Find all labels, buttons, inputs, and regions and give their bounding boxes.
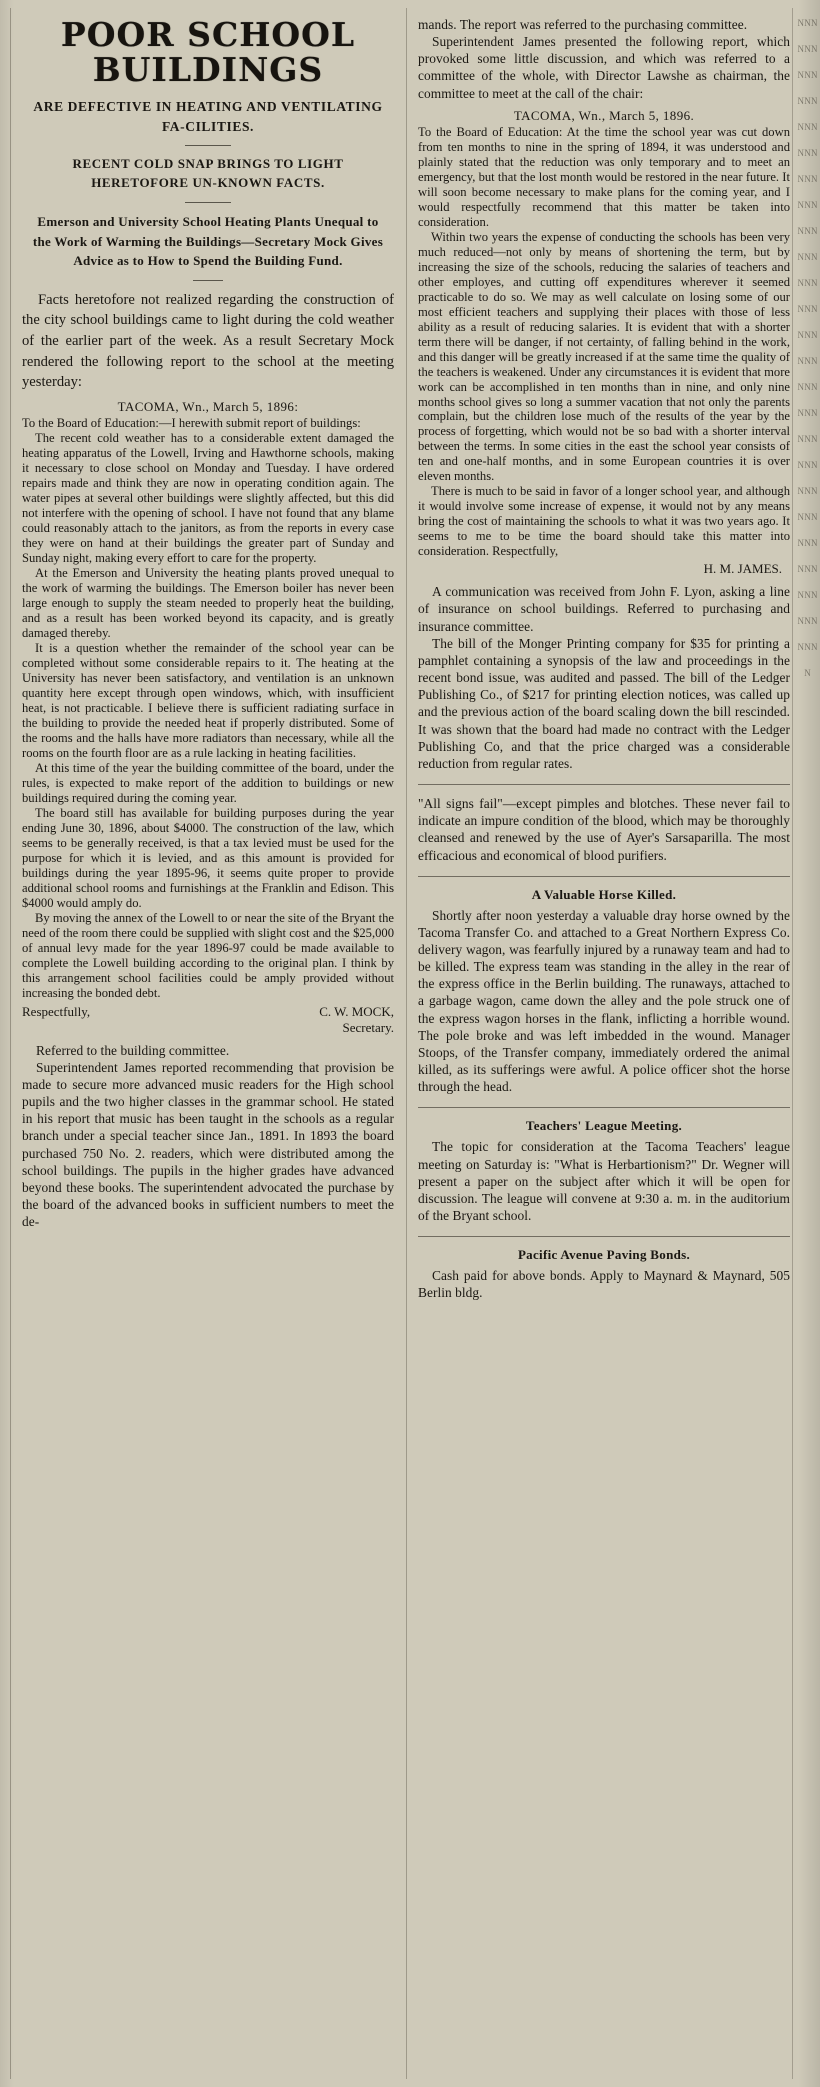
section-heading-league: Teachers' League Meeting.	[525, 1118, 683, 1134]
paragraph: Within two years the expense of conducting the schools has been very much reduced—not only by means of shortening the term, but by increasing the size of the schools, reducing the salaries of teachers and other employes, and cutting off expenditures wherever it seemed practicable to do so. We may as well calculate on losing some of our most efficient teachers and supplying their places with those of less ability as a result of reducing salaries. It is evident that with a shorter term there will be danger, if not certainty, of falling behind in the work, and this danger will be greatly increased if at the same time the quality of the teachers is weakened. Under any circumstances it is evident that more work can be accomplished in ten months than in nine, and only nine months school gives so long a summer vacation that not only the parents complain, but the children lose much of the results of the year by the process of forgetting, which would not be so bad with a shorter interval between the terms. In some cities in the east the school year consists of ten and one-half months, and in some European countries it is over eleven months.	[418, 229, 790, 484]
section-heading-horse: A Valuable Horse Killed.	[531, 886, 677, 902]
league-story: The topic for consideration at the Tacoma Teachers' league meeting on Saturday is: "What is Herbartionism?" Dr. Wegner will present a paper on the subject after which it will be open for discussion. The league will convene at 9:30 a. m. in the auditorium of the Bryant school.	[418, 1139, 790, 1224]
subhead-1: ARE DEFECTIVE IN HEATING AND VENTILATING FA-CILITIES.	[33, 99, 383, 134]
referral-paragraph: Referred to the building committee.	[36, 1042, 230, 1058]
divider	[418, 784, 790, 785]
divider	[185, 145, 231, 146]
signature-james: H. M. JAMES.	[703, 561, 782, 577]
paragraph: To the Board of Education: At the time the school year was cut down from ten months to nine in the spring of 1894, it was understood and plainly stated that the reduction was only temporary and to meet an emergency, but that the lost month would be restored in the near future. It will soon become necessary to make plans for the coming year, and I would respectfully recommend that this matter be taken into consideration.	[418, 124, 790, 229]
right-column	[418, 16, 790, 2071]
divider	[185, 202, 231, 203]
signature-respectfully: Respectfully,	[22, 1003, 91, 1019]
divider	[418, 1107, 790, 1108]
paragraph: At the Emerson and University the heating plants proved unequal to the work of warming the buildings. The Emerson boiler has never been large enough to supply the steam needed to properly heat the building, and as a result has been worked beyond its capacity, and is greatly damaged thereby.	[22, 566, 394, 640]
bonds-text: Cash paid for above bonds. Apply to Maynard & Maynard, 505 Berlin bldg.	[418, 1268, 790, 1301]
paragraph: A communication was received from John F. Lyon, asking a line of insurance on school buildings. Referred to purchasing and insurance committee.	[418, 584, 790, 634]
section-heading-bonds: Pacific Avenue Paving Bonds.	[517, 1247, 691, 1263]
left-column	[22, 16, 394, 2071]
subhead-3: Emerson and University School Heating Plants Unequal to the Work of Warming the Buildings—Secretary Mock Gives Advice as to How to Spend the Building Fund.	[32, 214, 384, 269]
paragraph: At this time of the year the building committee of the board, under the rules, is expected to make report of the addition to buildings or new buildings required during the coming year.	[22, 760, 394, 805]
divider	[193, 280, 223, 281]
paragraph: The recent cold weather has to a considerable extent damaged the heating apparatus of the Lowell, Irving and Hawthorne schools, making it necessary to close school on Monday and Tuesday. I have ordered repairs made and think they are now in operating condition again. The water pipes at several other buildings were slightly affected, but this did not interfere with the opening of school. I have not found that any blame could reasonably attach to the janitors, as from the reports in every case they were on hand at their buildings the greater part of Sunday and Sunday night, making every effort to care for the property.	[22, 431, 394, 566]
column-rule-middle	[406, 8, 407, 2079]
dateline-left: TACOMA, Wn., March 5, 1896:	[117, 399, 299, 415]
horse-story: Shortly after noon yesterday a valuable dray horse owned by the Tacoma Transfer Co. and attached to a Great Northern Express Co. delivery wagon, was fearfully injured by a runaway team and had to be killed. The express team was standing in the alley in the rear of the express office in the Berlin building. The runaways, attached to a garbage wagon, came down the alley and the pole struck one of the express wagon horses in the flank, inflicting a horrible wound. The pole broke and was left imbedded in the wound. Manager Stoops, of the Transfer company, immediately ordered the animal killed, as its sufferings were awful. A police officer shot the horse through the head.	[418, 907, 790, 1095]
paragraph: To the Board of Education:—I herewith submit report of buildings:	[22, 416, 361, 431]
paragraph: By moving the annex of the Lowell to or near the site of the Bryant the need of the room there could be supplied with slight cost and the $25,000 of annual levy made for the year 1896-97 could be made available to complete the Lowell building according to the original plan. I think by this arrangement school facilities could be amply provided without increasing the bonded debt.	[22, 910, 394, 1000]
paragraph: The bill of the Monger Printing company for $35 for printing a pamphlet containing a synopsis of the law and proceedings in the recent bond issue, was audited and passed. The bill of the Ledger Publishing Co., of $217 for printing election notices, was called up and the previous action of the board scaling down the bill rescinded. It was shown that the board had made no contract with the Ledger Publishing Co, and that the price charged was a considerable reduction from regular rates.	[418, 635, 790, 771]
paragraph: There is much to be said in favor of a longer school year, and although it would involve some increase of expense, it would not by any means bring the cost of maintaining the schools to what it was two years ago. It seems to me to be time the board should take this matter into consideration. Respectfully,	[418, 484, 790, 559]
paragraph: The board still has available for building purposes during the year ending June 30, 1896, about $4000. The construction of the law, which seems to be generally received, is that a tax levied must be used for the purpose for which it is levied, and as this amount is provided for buildings during the year 1895-96, it seems quite proper to provide additional school rooms and furnishings at the Franklin and Edison. This $4000 would amply do.	[22, 805, 394, 910]
signature-block	[22, 1004, 394, 1036]
signature-name: C. W. MOCK,	[319, 1003, 394, 1019]
divider	[418, 876, 790, 877]
continuation-paragraph: mands. The report was referred to the purchasing committee.	[418, 17, 748, 32]
dateline-right: TACOMA, Wn., March 5, 1896.	[513, 107, 695, 123]
column-rule-right	[792, 8, 793, 2079]
signature-title: Secretary.	[342, 1019, 394, 1035]
ad-sarsaparilla: "All signs fail"—except pimples and blotches. These never fail to indicate an impure condition of the blood, which may be thoroughly cleansed and renewed by the use of Ayer's Sarsaparilla. The most efficacious and economical of blood purifiers.	[418, 796, 790, 863]
paragraph: It is a question whether the remainder of the school year can be completed without some considerable repairs to it. The heating at the University has never been satisfactory, and ventilation is an unknown quantity here except through open windows, which, with insufficient heat, is not practicable. I believe there is sufficient radiating surface in the building to provide the needed heat if properly distributed. Some of the rooms and the halls have more radiators than necessary, while all the rooms on the fourth floor are as a rule lacking in heating facilities.	[22, 640, 394, 760]
music-report-paragraph: Superintendent James reported recommending that provision be made to secure more advanced music readers for the High school pupils and the two higher classes in the grammar school. He stated in his report that music has been taught in the schools as a regular branch under a special teacher since Jan., 1891. In 1893 the board purchased 750 No. 2. readers, which were distributed among the school buildings. The pupils in the higher grades have advanced beyond these books. The superintendent advocated the purchase by the board of the advanced books in sufficient numbers to meet the de-	[22, 1059, 394, 1230]
column-rule-left	[10, 8, 11, 2079]
report-intro-paragraph: Superintendent James presented the following report, which provoked some little discussion, and which was referred to a committee of the whole, with Director Lawshe as chairman, the committee to meet at the call of the chair:	[418, 34, 790, 101]
page-edge-marks: N N N N N N N N N N N N N N N N N N N N N N N N N N N N N N N N N N N N N N N N N N N N N N N N N N N N N N N N N N N N N N N N N N N N N N N N N N N N	[797, 18, 817, 678]
divider	[418, 1236, 790, 1237]
lead-paragraph: Facts heretofore not realized regarding the construction of the city school buildings came to light during the cold weather of the earlier part of the week. As a result Secretary Mock rendered the following report to the school at the meeting yesterday:	[22, 291, 394, 391]
page-title: POOR SCHOOL BUILDINGS	[60, 16, 356, 89]
subhead-2: RECENT COLD SNAP BRINGS TO LIGHT HERETOFORE UN-KNOWN FACTS.	[72, 156, 344, 191]
